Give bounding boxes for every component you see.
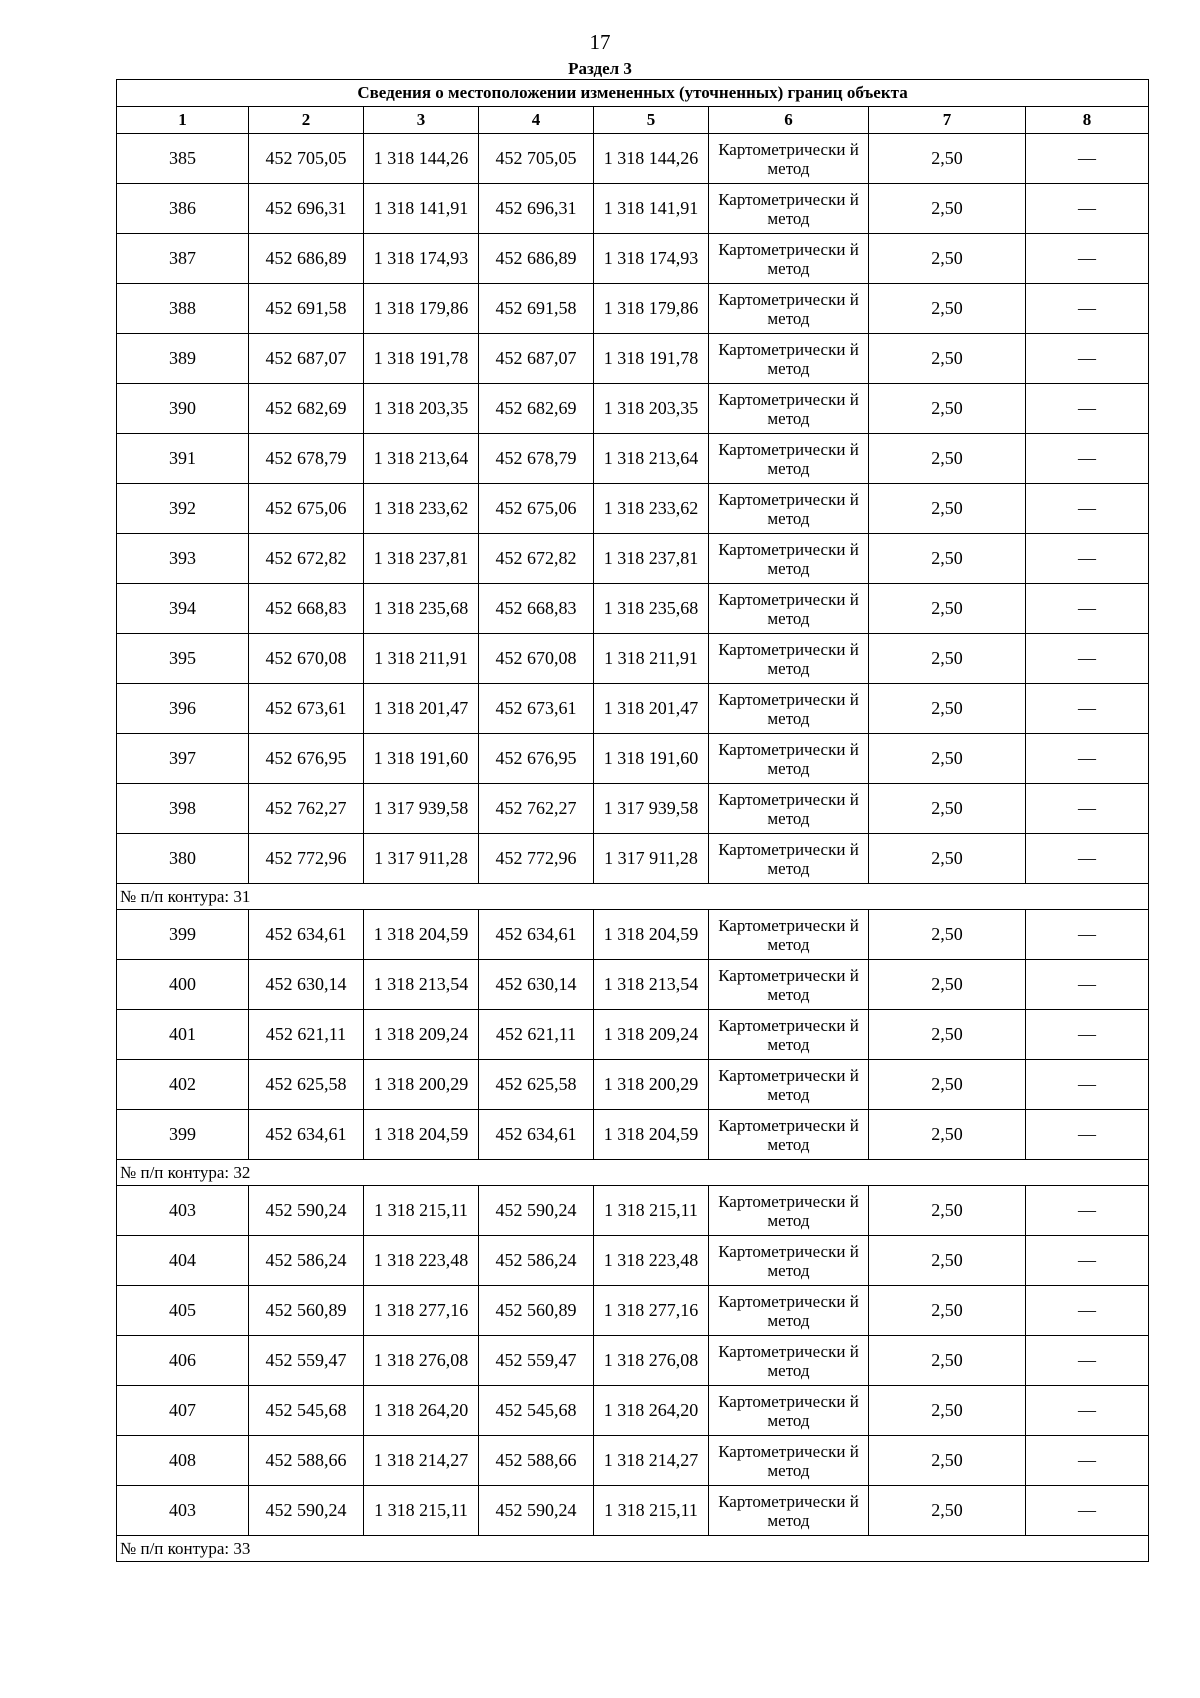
method-cell: Картометрически й метод: [709, 534, 869, 584]
x-coordinate-existing: 452 625,58: [249, 1060, 364, 1110]
point-number: 397: [117, 734, 249, 784]
point-number: 400: [117, 960, 249, 1010]
y-coordinate-refined: 1 318 223,48: [594, 1236, 709, 1286]
description-cell: —: [1026, 134, 1149, 184]
description-cell: —: [1026, 634, 1149, 684]
x-coordinate-existing: 452 590,24: [249, 1186, 364, 1236]
accuracy-cell: 2,50: [869, 134, 1026, 184]
table-body: [117, 134, 1149, 1562]
column-number: 7: [869, 107, 1026, 134]
x-coordinate-refined: 452 634,61: [479, 1110, 594, 1160]
description-cell: —: [1026, 534, 1149, 584]
method-cell: Картометрически й метод: [709, 1060, 869, 1110]
point-number: 388: [117, 284, 249, 334]
point-number: 390: [117, 384, 249, 434]
accuracy-cell: 2,50: [869, 184, 1026, 234]
accuracy-cell: 2,50: [869, 734, 1026, 784]
y-coordinate-refined: 1 318 215,11: [594, 1186, 709, 1236]
y-coordinate-refined: 1 318 201,47: [594, 684, 709, 734]
y-coordinate-refined: 1 318 233,62: [594, 484, 709, 534]
column-number: 3: [364, 107, 479, 134]
table-row: [117, 584, 1149, 634]
y-coordinate-existing: 1 318 215,11: [364, 1186, 479, 1236]
x-coordinate-existing: 452 705,05: [249, 134, 364, 184]
description-cell: —: [1026, 734, 1149, 784]
y-coordinate-refined: 1 318 203,35: [594, 384, 709, 434]
accuracy-cell: 2,50: [869, 1010, 1026, 1060]
point-number: 401: [117, 1010, 249, 1060]
x-coordinate-refined: 452 691,58: [479, 284, 594, 334]
point-number: 387: [117, 234, 249, 284]
method-cell: Картометрически й метод: [709, 384, 869, 434]
x-coordinate-existing: 452 686,89: [249, 234, 364, 284]
x-coordinate-existing: 452 673,61: [249, 684, 364, 734]
method-cell: Картометрически й метод: [709, 584, 869, 634]
x-coordinate-existing: 452 691,58: [249, 284, 364, 334]
x-coordinate-refined: 452 678,79: [479, 434, 594, 484]
description-cell: —: [1026, 1010, 1149, 1060]
x-coordinate-existing: 452 678,79: [249, 434, 364, 484]
y-coordinate-refined: 1 318 209,24: [594, 1010, 709, 1060]
x-coordinate-refined: 452 687,07: [479, 334, 594, 384]
point-number: 392: [117, 484, 249, 534]
point-number: 396: [117, 684, 249, 734]
table-row: [117, 634, 1149, 684]
point-number: 395: [117, 634, 249, 684]
point-number: 403: [117, 1186, 249, 1236]
x-coordinate-existing: 452 560,89: [249, 1286, 364, 1336]
contour-header-row: [117, 884, 1149, 910]
x-coordinate-refined: 452 559,47: [479, 1336, 594, 1386]
x-coordinate-refined: 452 634,61: [479, 910, 594, 960]
point-number: 391: [117, 434, 249, 484]
x-coordinate-refined: 452 705,05: [479, 134, 594, 184]
contour-header-row: [117, 1160, 1149, 1186]
table-row: [117, 1386, 1149, 1436]
x-coordinate-existing: 452 590,24: [249, 1486, 364, 1536]
table-row: [117, 1286, 1149, 1336]
y-coordinate-refined: 1 318 215,11: [594, 1486, 709, 1536]
y-coordinate-existing: 1 318 144,26: [364, 134, 479, 184]
y-coordinate-existing: 1 318 264,20: [364, 1386, 479, 1436]
y-coordinate-existing: 1 318 214,27: [364, 1436, 479, 1486]
y-coordinate-refined: 1 317 911,28: [594, 834, 709, 884]
description-cell: —: [1026, 684, 1149, 734]
accuracy-cell: 2,50: [869, 910, 1026, 960]
description-cell: —: [1026, 434, 1149, 484]
table-row: [117, 784, 1149, 834]
table-row: [117, 834, 1149, 884]
x-coordinate-existing: 452 621,11: [249, 1010, 364, 1060]
x-coordinate-refined: 452 762,27: [479, 784, 594, 834]
column-number: 1: [117, 107, 249, 134]
y-coordinate-existing: 1 318 201,47: [364, 684, 479, 734]
table-row: [117, 1436, 1149, 1486]
y-coordinate-refined: 1 318 237,81: [594, 534, 709, 584]
y-coordinate-existing: 1 317 939,58: [364, 784, 479, 834]
contour-header-row: [117, 1536, 1149, 1562]
y-coordinate-existing: 1 318 276,08: [364, 1336, 479, 1386]
method-cell: Картометрически й метод: [709, 834, 869, 884]
method-cell: Картометрически й метод: [709, 960, 869, 1010]
accuracy-cell: 2,50: [869, 1336, 1026, 1386]
table-row: [117, 234, 1149, 284]
x-coordinate-refined: 452 696,31: [479, 184, 594, 234]
point-number: 386: [117, 184, 249, 234]
y-coordinate-existing: 1 318 209,24: [364, 1010, 479, 1060]
y-coordinate-existing: 1 318 203,35: [364, 384, 479, 434]
column-number: 4: [479, 107, 594, 134]
y-coordinate-existing: 1 318 204,59: [364, 910, 479, 960]
accuracy-cell: 2,50: [869, 960, 1026, 1010]
x-coordinate-existing: 452 682,69: [249, 384, 364, 434]
y-coordinate-refined: 1 318 200,29: [594, 1060, 709, 1110]
y-coordinate-existing: 1 318 213,54: [364, 960, 479, 1010]
accuracy-cell: 2,50: [869, 784, 1026, 834]
y-coordinate-refined: 1 318 191,78: [594, 334, 709, 384]
description-cell: —: [1026, 910, 1149, 960]
y-coordinate-refined: 1 318 214,27: [594, 1436, 709, 1486]
x-coordinate-existing: 452 670,08: [249, 634, 364, 684]
y-coordinate-refined: 1 318 179,86: [594, 284, 709, 334]
x-coordinate-refined: 452 772,96: [479, 834, 594, 884]
x-coordinate-existing: 452 545,68: [249, 1386, 364, 1436]
table-row: [117, 334, 1149, 384]
y-coordinate-existing: 1 318 204,59: [364, 1110, 479, 1160]
description-cell: —: [1026, 1186, 1149, 1236]
y-coordinate-existing: 1 318 213,64: [364, 434, 479, 484]
x-coordinate-existing: 452 675,06: [249, 484, 364, 534]
x-coordinate-refined: 452 588,66: [479, 1436, 594, 1486]
y-coordinate-refined: 1 318 141,91: [594, 184, 709, 234]
table-row: [117, 384, 1149, 434]
point-number: 403: [117, 1486, 249, 1536]
description-cell: —: [1026, 784, 1149, 834]
y-coordinate-existing: 1 318 235,68: [364, 584, 479, 634]
point-number: 394: [117, 584, 249, 634]
table-row: [117, 1010, 1149, 1060]
x-coordinate-existing: 452 588,66: [249, 1436, 364, 1486]
x-coordinate-refined: 452 590,24: [479, 1486, 594, 1536]
x-coordinate-refined: 452 586,24: [479, 1236, 594, 1286]
table-row: [117, 484, 1149, 534]
x-coordinate-existing: 452 672,82: [249, 534, 364, 584]
y-coordinate-existing: 1 318 200,29: [364, 1060, 479, 1110]
method-cell: Картометрически й метод: [709, 634, 869, 684]
table-row: [117, 1110, 1149, 1160]
accuracy-cell: 2,50: [869, 834, 1026, 884]
method-cell: Картометрически й метод: [709, 1186, 869, 1236]
y-coordinate-existing: 1 317 911,28: [364, 834, 479, 884]
x-coordinate-existing: 452 762,27: [249, 784, 364, 834]
y-coordinate-refined: 1 318 213,54: [594, 960, 709, 1010]
boundary-coordinates-table: [116, 79, 1149, 1562]
method-cell: Картометрически й метод: [709, 734, 869, 784]
point-number: 399: [117, 910, 249, 960]
description-cell: —: [1026, 1486, 1149, 1536]
point-number: 408: [117, 1436, 249, 1486]
x-coordinate-refined: 452 545,68: [479, 1386, 594, 1436]
table-row: [117, 960, 1149, 1010]
x-coordinate-existing: 452 559,47: [249, 1336, 364, 1386]
y-coordinate-existing: 1 318 191,60: [364, 734, 479, 784]
y-coordinate-refined: 1 318 211,91: [594, 634, 709, 684]
description-cell: —: [1026, 1110, 1149, 1160]
x-coordinate-refined: 452 668,83: [479, 584, 594, 634]
method-cell: Картометрически й метод: [709, 134, 869, 184]
table-row: [117, 1186, 1149, 1236]
method-cell: Картометрически й метод: [709, 1286, 869, 1336]
y-coordinate-refined: 1 318 264,20: [594, 1386, 709, 1436]
accuracy-cell: 2,50: [869, 434, 1026, 484]
y-coordinate-existing: 1 318 191,78: [364, 334, 479, 384]
x-coordinate-existing: 452 676,95: [249, 734, 364, 784]
point-number: 398: [117, 784, 249, 834]
method-cell: Картометрически й метод: [709, 234, 869, 284]
column-number-row: [117, 107, 1149, 134]
y-coordinate-refined: 1 318 277,16: [594, 1286, 709, 1336]
accuracy-cell: 2,50: [869, 1486, 1026, 1536]
table-row: [117, 184, 1149, 234]
description-cell: —: [1026, 584, 1149, 634]
description-cell: —: [1026, 284, 1149, 334]
x-coordinate-existing: 452 687,07: [249, 334, 364, 384]
description-cell: —: [1026, 1436, 1149, 1486]
page-number: 17: [589, 30, 611, 54]
table-row: [117, 1236, 1149, 1286]
x-coordinate-existing: 452 630,14: [249, 960, 364, 1010]
point-number: 385: [117, 134, 249, 184]
table-caption: Сведения о местоположении измененных (уточненных) границ объекта: [117, 80, 1149, 107]
y-coordinate-existing: 1 318 277,16: [364, 1286, 479, 1336]
y-coordinate-refined: 1 318 144,26: [594, 134, 709, 184]
y-coordinate-existing: 1 318 174,93: [364, 234, 479, 284]
point-number: 399: [117, 1110, 249, 1160]
column-number: 8: [1026, 107, 1149, 134]
column-number: 5: [594, 107, 709, 134]
x-coordinate-refined: 452 672,82: [479, 534, 594, 584]
y-coordinate-refined: 1 317 939,58: [594, 784, 709, 834]
x-coordinate-existing: 452 696,31: [249, 184, 364, 234]
y-coordinate-existing: 1 318 141,91: [364, 184, 479, 234]
y-coordinate-refined: 1 318 235,68: [594, 584, 709, 634]
y-coordinate-existing: 1 318 215,11: [364, 1486, 479, 1536]
point-number: 389: [117, 334, 249, 384]
table-row: [117, 910, 1149, 960]
contour-label: № п/п контура: 32: [117, 1160, 1149, 1186]
method-cell: Картометрически й метод: [709, 1336, 869, 1386]
method-cell: Картометрически й метод: [709, 334, 869, 384]
table-row: [117, 1486, 1149, 1536]
table-row: [117, 534, 1149, 584]
x-coordinate-refined: 452 686,89: [479, 234, 594, 284]
x-coordinate-refined: 452 676,95: [479, 734, 594, 784]
x-coordinate-refined: 452 560,89: [479, 1286, 594, 1336]
accuracy-cell: 2,50: [869, 284, 1026, 334]
accuracy-cell: 2,50: [869, 1386, 1026, 1436]
x-coordinate-existing: 452 634,61: [249, 910, 364, 960]
point-number: 407: [117, 1386, 249, 1436]
table-row: [117, 434, 1149, 484]
accuracy-cell: 2,50: [869, 1060, 1026, 1110]
x-coordinate-existing: 452 668,83: [249, 584, 364, 634]
y-coordinate-existing: 1 318 211,91: [364, 634, 479, 684]
column-number: 6: [709, 107, 869, 134]
accuracy-cell: 2,50: [869, 384, 1026, 434]
point-number: 404: [117, 1236, 249, 1286]
method-cell: Картометрически й метод: [709, 1386, 869, 1436]
y-coordinate-refined: 1 318 213,64: [594, 434, 709, 484]
description-cell: —: [1026, 1236, 1149, 1286]
point-number: 402: [117, 1060, 249, 1110]
method-cell: Картометрически й метод: [709, 1110, 869, 1160]
description-cell: —: [1026, 1336, 1149, 1386]
y-coordinate-refined: 1 318 191,60: [594, 734, 709, 784]
description-cell: —: [1026, 960, 1149, 1010]
description-cell: —: [1026, 1286, 1149, 1336]
point-number: 406: [117, 1336, 249, 1386]
method-cell: Картометрически й метод: [709, 784, 869, 834]
method-cell: Картометрически й метод: [709, 684, 869, 734]
description-cell: —: [1026, 334, 1149, 384]
x-coordinate-refined: 452 682,69: [479, 384, 594, 434]
method-cell: Картометрически й метод: [709, 434, 869, 484]
table-row: [117, 1336, 1149, 1386]
y-coordinate-existing: 1 318 233,62: [364, 484, 479, 534]
accuracy-cell: 2,50: [869, 1186, 1026, 1236]
point-number: 380: [117, 834, 249, 884]
x-coordinate-refined: 452 625,58: [479, 1060, 594, 1110]
description-cell: —: [1026, 384, 1149, 434]
accuracy-cell: 2,50: [869, 484, 1026, 534]
point-number: 393: [117, 534, 249, 584]
y-coordinate-refined: 1 318 204,59: [594, 910, 709, 960]
contour-label: № п/п контура: 33: [117, 1536, 1149, 1562]
x-coordinate-existing: 452 586,24: [249, 1236, 364, 1286]
description-cell: —: [1026, 1386, 1149, 1436]
y-coordinate-existing: 1 318 223,48: [364, 1236, 479, 1286]
accuracy-cell: 2,50: [869, 334, 1026, 384]
contour-label: № п/п контура: 31: [117, 884, 1149, 910]
description-cell: —: [1026, 234, 1149, 284]
method-cell: Картометрически й метод: [709, 184, 869, 234]
accuracy-cell: 2,50: [869, 634, 1026, 684]
x-coordinate-refined: 452 673,61: [479, 684, 594, 734]
method-cell: Картометрически й метод: [709, 484, 869, 534]
column-number: 2: [249, 107, 364, 134]
method-cell: Картометрически й метод: [709, 1010, 869, 1060]
x-coordinate-refined: 452 590,24: [479, 1186, 594, 1236]
accuracy-cell: 2,50: [869, 1286, 1026, 1336]
point-number: 405: [117, 1286, 249, 1336]
accuracy-cell: 2,50: [869, 1236, 1026, 1286]
method-cell: Картометрически й метод: [709, 1436, 869, 1486]
method-cell: Картометрически й метод: [709, 1486, 869, 1536]
x-coordinate-refined: 452 621,11: [479, 1010, 594, 1060]
method-cell: Картометрически й метод: [709, 910, 869, 960]
accuracy-cell: 2,50: [869, 234, 1026, 284]
y-coordinate-existing: 1 318 179,86: [364, 284, 479, 334]
table-row: [117, 284, 1149, 334]
description-cell: —: [1026, 484, 1149, 534]
table-row: [117, 134, 1149, 184]
description-cell: —: [1026, 184, 1149, 234]
method-cell: Картометрически й метод: [709, 1236, 869, 1286]
description-cell: —: [1026, 834, 1149, 884]
y-coordinate-refined: 1 318 204,59: [594, 1110, 709, 1160]
x-coordinate-existing: 452 634,61: [249, 1110, 364, 1160]
table-row: [117, 734, 1149, 784]
y-coordinate-refined: 1 318 174,93: [594, 234, 709, 284]
method-cell: Картометрически й метод: [709, 284, 869, 334]
y-coordinate-refined: 1 318 276,08: [594, 1336, 709, 1386]
table-row: [117, 684, 1149, 734]
x-coordinate-refined: 452 675,06: [479, 484, 594, 534]
accuracy-cell: 2,50: [869, 584, 1026, 634]
x-coordinate-existing: 452 772,96: [249, 834, 364, 884]
description-cell: —: [1026, 1060, 1149, 1110]
accuracy-cell: 2,50: [869, 684, 1026, 734]
x-coordinate-refined: 452 670,08: [479, 634, 594, 684]
y-coordinate-existing: 1 318 237,81: [364, 534, 479, 584]
x-coordinate-refined: 452 630,14: [479, 960, 594, 1010]
table-row: [117, 1060, 1149, 1110]
section-title: Раздел 3: [568, 59, 632, 78]
accuracy-cell: 2,50: [869, 1110, 1026, 1160]
accuracy-cell: 2,50: [869, 534, 1026, 584]
accuracy-cell: 2,50: [869, 1436, 1026, 1486]
